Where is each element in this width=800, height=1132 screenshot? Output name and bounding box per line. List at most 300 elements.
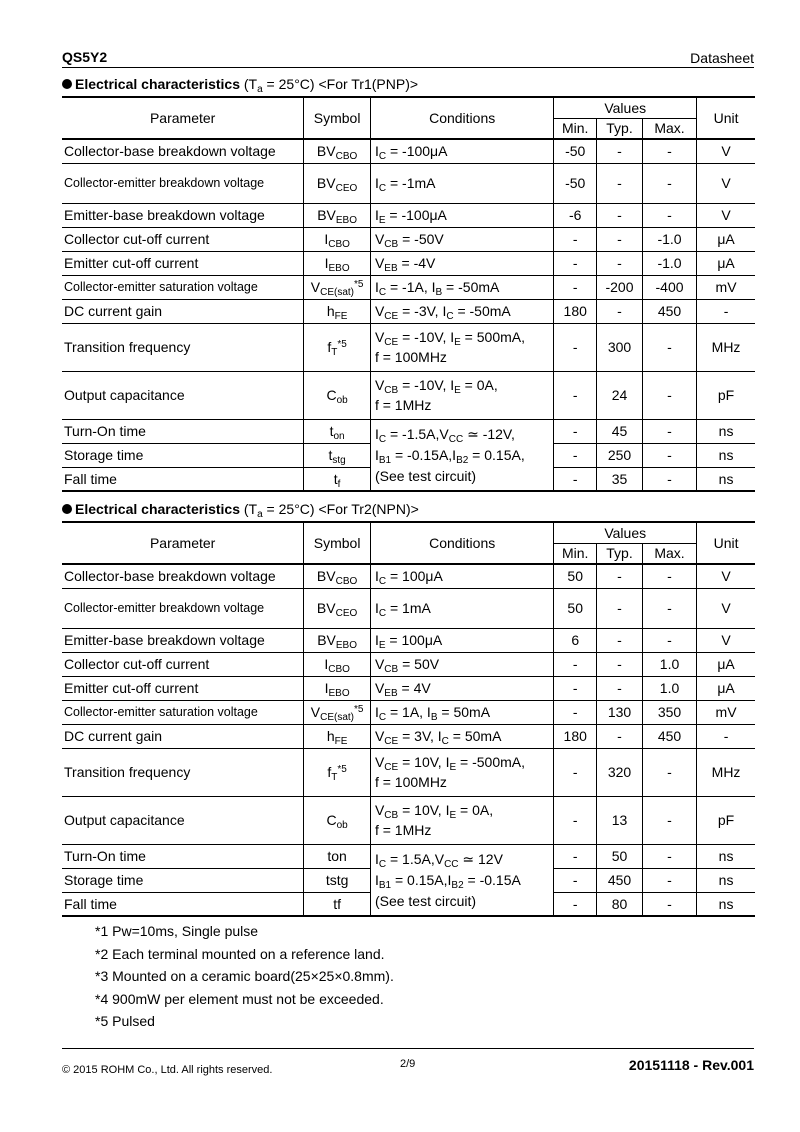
cond-text: = -0.15A,I — [391, 447, 457, 464]
cond-sub: B1 — [378, 455, 392, 467]
symbol-cell — [304, 564, 371, 588]
max-cell: - — [642, 323, 696, 371]
cond-sub: CB — [384, 664, 399, 675]
max-cell: -400 — [642, 275, 696, 299]
unit-cell: mV — [697, 700, 755, 724]
tr2-table — [62, 521, 755, 917]
symbol-sub: CE(sat) — [320, 712, 354, 723]
unit-cell: MHz — [697, 323, 755, 371]
typ-cell: 13 — [597, 796, 643, 844]
symbol-cell — [304, 868, 371, 892]
symbol-cell — [304, 251, 371, 275]
cond-text: V — [374, 329, 385, 345]
symbol-main: BV — [317, 207, 336, 223]
param-cell: DC current gain — [62, 299, 304, 323]
param-cell: Collector-emitter breakdown voltage — [62, 588, 304, 628]
unit-cell: V — [697, 588, 755, 628]
cond-text: I — [374, 872, 379, 889]
cond-text: = 4V — [397, 680, 431, 696]
note-2: *2 Each terminal mounted on a reference land. — [95, 945, 385, 962]
min-cell: 180 — [554, 724, 597, 748]
symbol-sub: FE — [334, 736, 348, 747]
max-cell: - — [642, 892, 696, 916]
typ-cell: 35 — [597, 467, 643, 491]
cond-text: f = 1MHz — [374, 822, 432, 838]
cond-text: = 0A, — [460, 377, 498, 393]
symbol-main: f — [327, 764, 332, 780]
conditions-cell — [370, 652, 553, 676]
table-row — [62, 163, 755, 203]
param-cell: Collector-base breakdown voltage — [62, 564, 304, 588]
conditions-cell — [370, 275, 553, 299]
param-cell: Collector-emitter saturation voltage — [62, 700, 304, 724]
symbol-cell — [304, 203, 371, 227]
symbol-cell — [304, 796, 371, 844]
doc-type: Datasheet — [690, 50, 754, 66]
page-number: 2/9 — [400, 1058, 416, 1070]
symbol-cell — [304, 227, 371, 251]
param-cell: Storage time — [62, 443, 304, 467]
col-symbol: Symbol — [304, 97, 371, 139]
cond-text: = 3V, I — [398, 728, 442, 744]
min-cell: - — [554, 443, 597, 467]
switching-conditions-cell — [370, 844, 553, 916]
cond-sub: B2 — [451, 880, 464, 892]
switching-conditions-cell — [370, 419, 553, 491]
cond-text: I — [374, 704, 379, 720]
cond-text: = -1.5A,V — [386, 426, 449, 443]
cond-sub: E — [454, 337, 461, 348]
cond-sub: B1 — [378, 880, 392, 892]
tr2-title-sub: a — [257, 509, 263, 520]
min-cell: 6 — [554, 628, 597, 652]
unit-cell: ns — [697, 868, 755, 892]
param-cell: Turn-On time — [62, 419, 304, 443]
conditions-cell — [370, 796, 553, 844]
param-cell: DC current gain — [62, 724, 304, 748]
min-cell: -6 — [554, 203, 597, 227]
cond-text: = -50mA — [442, 279, 500, 295]
min-cell: -50 — [554, 163, 597, 203]
symbol-sub: CEO — [335, 608, 358, 619]
typ-cell: - — [597, 203, 643, 227]
cond-text: I — [374, 568, 379, 585]
col-min: Min. — [554, 543, 597, 564]
param-cell: Emitter cut-off current — [62, 251, 304, 275]
unit-cell: μA — [697, 676, 755, 700]
col-min: Min. — [554, 118, 597, 139]
cond-text: I — [374, 447, 379, 464]
typ-cell: - — [597, 139, 643, 163]
conditions-cell — [370, 588, 553, 628]
typ-cell: 250 — [597, 443, 643, 467]
min-cell: 50 — [554, 588, 597, 628]
table-row — [62, 227, 755, 251]
cond-text: (See test circuit) — [374, 468, 477, 485]
cond-sub: B — [435, 287, 443, 298]
table-row — [62, 676, 755, 700]
table-row — [62, 203, 755, 227]
min-cell: - — [554, 371, 597, 419]
cond-text: f = 100MHz — [374, 774, 447, 790]
unit-cell: V — [697, 139, 755, 163]
tr2-section-title — [62, 501, 419, 520]
max-cell: 1.0 — [642, 676, 696, 700]
bullet-icon — [62, 79, 72, 89]
symbol-sub: CBO — [335, 151, 358, 163]
conditions-cell — [370, 203, 553, 227]
symbol-main: V — [310, 279, 321, 295]
col-conditions: Conditions — [370, 522, 553, 564]
unit-cell: - — [697, 299, 755, 323]
param-cell: Output capacitance — [62, 371, 304, 419]
min-cell: - — [554, 844, 597, 868]
symbol-sub: EBO — [328, 688, 350, 699]
min-cell: - — [554, 700, 597, 724]
cond-sub: E — [378, 640, 386, 651]
cond-text: = 0.15A, — [468, 447, 525, 464]
symbol-sub: ob — [336, 820, 348, 831]
table-row — [62, 652, 755, 676]
conditions-cell — [370, 748, 553, 796]
cond-text: V — [374, 303, 385, 319]
symbol-main: I — [324, 231, 329, 247]
symbol-main: BV — [316, 568, 336, 585]
unit-cell: ns — [697, 892, 755, 916]
typ-cell: 450 — [597, 868, 643, 892]
cond-text: = 500mA, — [460, 329, 525, 345]
symbol-sub: CBO — [328, 664, 350, 675]
cond-text: = 1mA — [386, 600, 431, 616]
symbol-main: V — [310, 704, 321, 720]
param-cell: Emitter cut-off current — [62, 676, 304, 700]
cond-text: I — [374, 426, 379, 443]
max-cell: - — [642, 443, 696, 467]
typ-cell: 50 — [597, 844, 643, 868]
copyright: © 2015 ROHM Co., Ltd. All rights reserved. — [62, 1064, 273, 1076]
symbol-main: tstg — [325, 872, 349, 888]
typ-cell: - — [597, 588, 643, 628]
typ-cell: - — [597, 724, 643, 748]
cond-sub: CE — [384, 736, 399, 747]
param-cell: Transition frequency — [62, 323, 304, 371]
max-cell: 350 — [642, 700, 696, 724]
cond-sub: CC — [448, 434, 464, 446]
cond-text: I — [374, 600, 379, 616]
symbol-cell — [304, 724, 371, 748]
tr1-title-bold: Electrical characteristics — [75, 76, 240, 92]
typ-cell: 300 — [597, 323, 643, 371]
symbol-sub: FE — [334, 311, 348, 322]
symbol-sub: EBO — [335, 640, 358, 651]
symbol-sub: CE(sat) — [320, 287, 354, 298]
max-cell: - — [642, 371, 696, 419]
cond-sub: CE — [384, 762, 399, 773]
table-row — [62, 323, 755, 371]
symbol-cell — [304, 139, 371, 163]
cond-text: = 0.15A,I — [391, 872, 452, 889]
symbol-sup: *5 — [337, 764, 347, 775]
unit-cell: V — [697, 203, 755, 227]
cond-text: = -50V — [398, 231, 444, 247]
header-row — [62, 97, 755, 118]
cond-text: V — [374, 802, 385, 818]
param-cell: Fall time — [62, 892, 304, 916]
symbol-sub: EBO — [328, 263, 350, 274]
param-cell: Transition frequency — [62, 748, 304, 796]
cond-text: V — [374, 680, 385, 696]
cond-sub: C — [378, 712, 387, 723]
symbol-main: I — [324, 255, 329, 271]
col-unit: Unit — [697, 97, 755, 139]
col-max: Max. — [642, 118, 696, 139]
typ-cell: - — [597, 299, 643, 323]
symbol-cell — [304, 676, 371, 700]
unit-cell: ns — [697, 419, 755, 443]
cond-sub: CE — [384, 311, 399, 322]
param-cell: Collector-base breakdown voltage — [62, 139, 304, 163]
symbol-cell — [304, 892, 371, 916]
col-parameter: Parameter — [62, 97, 304, 139]
min-cell: 180 — [554, 299, 597, 323]
table-row — [62, 748, 755, 796]
table-row — [62, 275, 755, 299]
cond-text: = 100μA — [385, 632, 443, 648]
symbol-main: BV — [316, 143, 336, 160]
table-row — [62, 724, 755, 748]
typ-cell: 24 — [597, 371, 643, 419]
min-cell: - — [554, 275, 597, 299]
max-cell: - — [642, 419, 696, 443]
conditions-cell — [370, 163, 553, 203]
symbol-sub: T — [331, 772, 338, 783]
cond-text: V — [374, 728, 385, 744]
header-divider — [62, 67, 754, 68]
tr1-section-title — [62, 76, 419, 95]
cond-text: V — [374, 255, 385, 271]
unit-cell: μA — [697, 251, 755, 275]
unit-cell: pF — [697, 796, 755, 844]
unit-cell: V — [697, 564, 755, 588]
max-cell: - — [642, 163, 696, 203]
cond-text: = 1.5A,V — [386, 851, 445, 868]
cond-sub: B2 — [456, 455, 469, 467]
symbol-cell — [304, 628, 371, 652]
max-cell: - — [642, 467, 696, 491]
min-cell: - — [554, 676, 597, 700]
unit-cell: V — [697, 628, 755, 652]
typ-cell: 45 — [597, 419, 643, 443]
bullet-icon — [62, 504, 72, 514]
part-number: QS5Y2 — [62, 49, 108, 65]
min-cell: - — [554, 251, 597, 275]
symbol-sup: *5 — [354, 704, 364, 715]
typ-cell: - — [597, 163, 643, 203]
table-row — [62, 588, 755, 628]
param-cell: Output capacitance — [62, 796, 304, 844]
col-max: Max. — [642, 543, 696, 564]
symbol-main: tf — [333, 895, 341, 912]
symbol-cell — [304, 419, 371, 443]
col-conditions: Conditions — [370, 97, 553, 139]
symbol-cell — [304, 748, 371, 796]
conditions-cell — [370, 724, 553, 748]
table-row — [62, 299, 755, 323]
table-row — [62, 628, 755, 652]
table-row — [62, 139, 755, 163]
cond-sub: C — [378, 183, 387, 194]
col-unit: Unit — [697, 522, 755, 564]
max-cell: -1.0 — [642, 251, 696, 275]
cond-sub: EB — [384, 263, 398, 274]
tr2-title-cond: (T — [243, 501, 258, 517]
cond-sub: C — [446, 311, 454, 322]
cond-text: = 1A, I — [386, 704, 431, 720]
param-cell: Emitter-base breakdown voltage — [62, 203, 304, 227]
unit-cell: V — [697, 163, 755, 203]
tr2-title-bold: Electrical characteristics — [75, 501, 240, 517]
cond-sub: C — [378, 151, 387, 163]
max-cell: -1.0 — [642, 227, 696, 251]
typ-cell: 320 — [597, 748, 643, 796]
revision: 20151118 - Rev.001 — [628, 1057, 754, 1073]
cond-sub: C — [441, 736, 449, 747]
tr1-title-rest: = 25°C) <For Tr1(PNP)> — [262, 76, 419, 92]
cond-text: = -50mA — [453, 303, 511, 319]
symbol-main: h — [326, 728, 335, 744]
symbol-cell — [304, 652, 371, 676]
table-row — [62, 700, 755, 724]
typ-cell: - — [597, 564, 643, 588]
cond-text: I — [374, 175, 379, 191]
min-cell: -50 — [554, 139, 597, 163]
symbol-sub: T — [331, 347, 338, 358]
cond-text: V — [374, 377, 385, 393]
cond-text: I — [374, 207, 379, 223]
max-cell: - — [642, 796, 696, 844]
cond-text: V — [374, 231, 385, 247]
cond-text: ≃ -12V, — [463, 426, 515, 443]
table-row — [62, 371, 755, 419]
unit-cell: ns — [697, 844, 755, 868]
symbol-cell — [304, 467, 371, 491]
unit-cell: - — [697, 724, 755, 748]
conditions-cell — [370, 371, 553, 419]
param-cell: Collector-emitter breakdown voltage — [62, 163, 304, 203]
cond-text: = 50mA — [437, 704, 491, 720]
param-cell: Fall time — [62, 467, 304, 491]
symbol-sub: f — [337, 478, 341, 490]
tr2-title-rest: = 25°C) <For Tr2(NPN)> — [262, 501, 419, 517]
symbol-main: t — [333, 470, 338, 487]
cond-text: = -100μA — [386, 143, 448, 160]
cond-text: = -10V, I — [398, 329, 455, 345]
cond-text: = 0A, — [456, 802, 494, 818]
symbol-cell — [304, 299, 371, 323]
unit-cell: MHz — [697, 748, 755, 796]
conditions-cell — [370, 323, 553, 371]
max-cell: - — [642, 588, 696, 628]
min-cell: - — [554, 652, 597, 676]
symbol-main: C — [326, 387, 337, 403]
unit-cell: ns — [697, 467, 755, 491]
min-cell: 50 — [554, 564, 597, 588]
unit-cell: ns — [697, 443, 755, 467]
cond-text: = 50V — [398, 656, 440, 672]
symbol-sub: stg — [332, 455, 346, 466]
footer-divider — [62, 1048, 754, 1049]
conditions-cell — [370, 564, 553, 588]
max-cell: 1.0 — [642, 652, 696, 676]
tr1-title-cond: (T — [243, 76, 258, 92]
symbol-sub: ob — [336, 395, 348, 406]
symbol-main: BV — [317, 632, 336, 648]
max-cell: 450 — [642, 299, 696, 323]
cond-text: V — [374, 754, 385, 770]
max-cell: - — [642, 628, 696, 652]
table-row — [62, 419, 755, 443]
max-cell: - — [642, 748, 696, 796]
cond-sub: EB — [384, 688, 398, 699]
tr1-table — [62, 96, 755, 492]
cond-text: f = 100MHz — [374, 349, 447, 365]
unit-cell: μA — [697, 652, 755, 676]
symbol-sup: *5 — [337, 339, 347, 350]
min-cell: - — [554, 419, 597, 443]
cond-sub: CB — [384, 239, 399, 250]
min-cell: - — [554, 868, 597, 892]
cond-sub: B — [430, 712, 438, 723]
min-cell: - — [554, 748, 597, 796]
symbol-main: t — [329, 423, 334, 439]
cond-text: = -100μA — [385, 207, 447, 223]
symbol-main: t — [328, 447, 333, 463]
cond-text: = -500mA, — [456, 754, 525, 770]
typ-cell: -200 — [597, 275, 643, 299]
cond-text: = -10V, I — [398, 377, 455, 393]
symbol-sup: *5 — [354, 279, 364, 290]
cond-sub: E — [449, 762, 457, 773]
symbol-main: BV — [316, 600, 336, 616]
conditions-cell — [370, 676, 553, 700]
cond-sub: CB — [384, 385, 399, 396]
param-cell: Collector cut-off current — [62, 652, 304, 676]
cond-text: = -1A, I — [386, 279, 436, 295]
cond-sub: C — [378, 576, 387, 588]
min-cell: - — [554, 227, 597, 251]
max-cell: - — [642, 203, 696, 227]
symbol-main: ton — [327, 848, 347, 864]
typ-cell: 80 — [597, 892, 643, 916]
cond-sub: C — [378, 287, 387, 298]
cond-text: I — [374, 143, 379, 160]
cond-sub: CE — [384, 337, 399, 348]
cond-sub: E — [449, 810, 457, 821]
symbol-cell — [304, 700, 371, 724]
cond-text: = 100μA — [386, 568, 443, 585]
symbol-main: BV — [316, 175, 336, 191]
max-cell: - — [642, 868, 696, 892]
conditions-cell — [370, 299, 553, 323]
symbol-main: C — [326, 812, 337, 828]
cond-sub: C — [378, 608, 387, 619]
symbol-cell — [304, 163, 371, 203]
max-cell: - — [642, 844, 696, 868]
param-cell: Emitter-base breakdown voltage — [62, 628, 304, 652]
cond-sub: C — [378, 859, 387, 871]
header-row — [62, 522, 755, 543]
conditions-cell — [370, 139, 553, 163]
